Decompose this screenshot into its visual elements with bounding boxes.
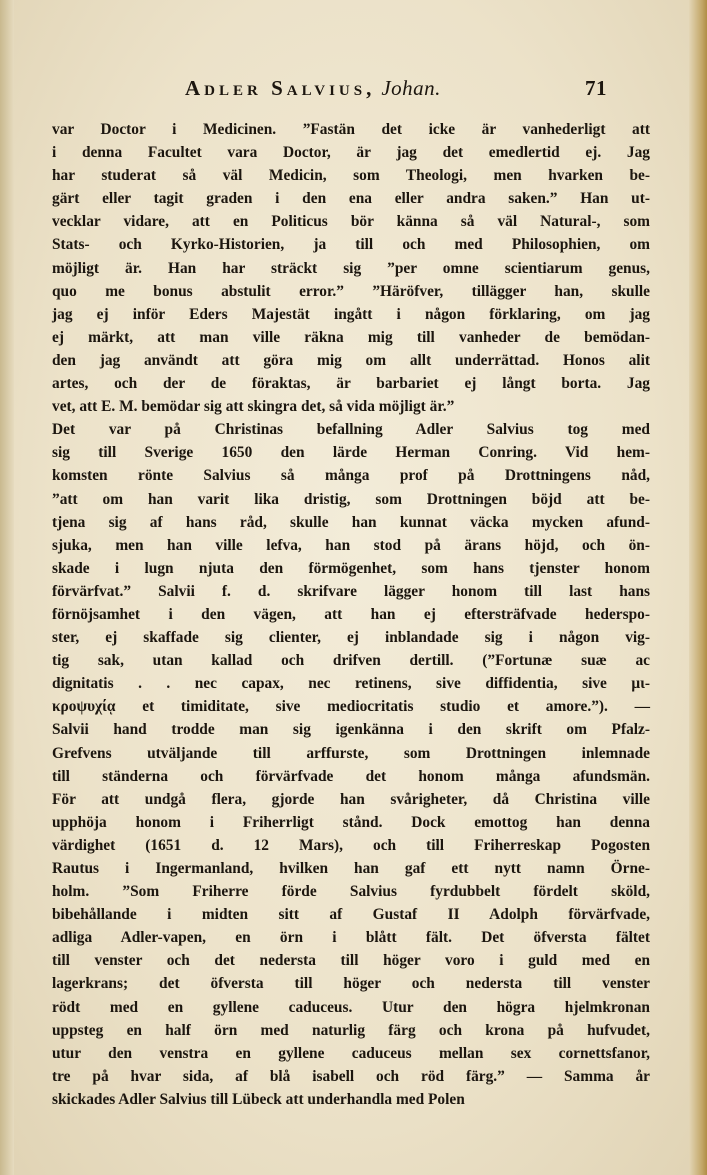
text-line: till venster och det nedersta till höger voro i guld med en: [52, 952, 650, 970]
text-line: artes, och der de föraktas, är barbariet ej långt borta. Jag: [52, 375, 650, 393]
text-line: upphöja honom i Friherrligt stånd. Dock emottog han denna: [52, 813, 650, 831]
text-line: uppsteg en half örn med naturlig färg och krona på hufvudet,: [52, 1021, 650, 1039]
text-line: värdighet (1651 d. 12 Mars), och till Friherreskap Pogosten: [52, 836, 650, 854]
page-left-edge: [0, 0, 14, 1175]
text-line: gärt eller tagit graden i den ena eller andra saken.” Han ut-: [52, 190, 650, 208]
text-line: ej märkt, att man ville räkna mig till vanheder de bemödan-: [52, 328, 650, 346]
text-line: ster, ej skaffade sig clienter, ej inblandade sig i någon vig-: [52, 629, 650, 647]
text-line: bibehållande i midten sitt af Gustaf II Adolph förvärfvade,: [52, 906, 650, 924]
text-line: i denna Facultet vara Doctor, är jag det emedlertid ej. Jag: [52, 144, 650, 162]
text-line: skade i lugn njuta den förmögenhet, som hans tjenster honom: [52, 559, 650, 577]
running-header: [185, 76, 605, 101]
text-line: ”att om han varit lika dristig, som Drottningen böjd att be-: [52, 490, 650, 508]
text-line: adliga Adler-vapen, en örn i blått fält. Det öfversta fältet: [52, 929, 650, 947]
running-head-name: Adler Salvius,: [185, 76, 376, 100]
text-line: vecklar vidare, att en Politicus bör känna så väl Natural-, som: [52, 213, 650, 231]
text-line: till ständerna och förvärfvade det honom många afundsmän.: [52, 767, 650, 785]
text-line: vet, att E. M. bemödar sig att skingra det, så vida möjligt är.”: [52, 398, 455, 416]
text-line: holm. ”Som Friherre förde Salvius fyrdubbelt fördelt sköld,: [52, 883, 650, 901]
text-line: Grefvens utväljande till arffurste, som Drottningen inlemnade: [52, 744, 650, 762]
text-line: har studerat så väl Medicin, som Theologi, men hvarken be-: [52, 167, 650, 185]
text-line: utur den venstra en gyllene caduceus mellan sex cornettsfanor,: [52, 1044, 650, 1062]
text-line: Det var på Christinas befallning Adler Salvius tog med: [52, 421, 650, 439]
text-line: quo me bonus abstulit error.” ”Häröfver, tillägger han, skulle: [52, 282, 650, 300]
text-line: För att undgå flera, gjorde han svårigheter, då Christina ville: [52, 790, 650, 808]
text-line: var Doctor i Medicinen. ”Fastän det icke är vanhederligt att: [52, 121, 650, 138]
text-line: sjuka, men han ville lefva, han stod på ärans höjd, och ön-: [52, 536, 650, 554]
text-line: Salvii hand trodde man sig igenkänna i den skrift om Pfalz-: [52, 721, 650, 739]
page-number: 71: [585, 76, 607, 100]
text-line: κροψυχίᾳ et timiditate, sive mediocritatis studio et amore.”). —: [52, 698, 650, 716]
text-line: förnöjsamhet i den vägen, att han ej eftersträfvade hederspo-: [52, 605, 650, 623]
text-line: tre på hvar sida, af blå isabell och röd färg.” — Samma år: [52, 1067, 650, 1085]
body-text: [52, 118, 650, 1111]
text-line: jag ej inför Eders Majestät ingått i någon förklaring, om jag: [52, 305, 650, 323]
page-right-edge: [689, 0, 707, 1175]
text-line: lagerkrans; det öfversta till höger och nedersta till venster: [52, 975, 650, 993]
text-line: Stats- och Kyrko-Historien, ja till och med Philosophien, om: [52, 236, 650, 254]
text-line: tjena sig af hans råd, skulle han kunnat väcka mycken afund-: [52, 513, 650, 531]
text-line: rödt med en gyllene caduceus. Utur den högra hjelmkronan: [52, 998, 650, 1016]
text-line: tig sak, utan kallad och drifven dertill. (”Fortunæ suæ ac: [52, 652, 650, 670]
text-line: skickades Adler Salvius till Lübeck att underhandla med Polen: [52, 1090, 465, 1108]
running-head-italic: Johan.: [381, 76, 441, 100]
text-line: komsten rönte Salvius så många prof på Drottningens nåd,: [52, 467, 650, 485]
text-line: den jag användt att göra mig om allt underrättad. Honos alit: [52, 351, 650, 369]
text-line: dignitatis . . nec capax, nec retinens, sive diffidentia, sive μι-: [52, 675, 650, 693]
text-line: Rautus i Ingermanland, hvilken han gaf ett nytt namn Örne-: [52, 860, 650, 877]
text-line: möjligt är. Han har sträckt sig ”per omne scientiarum genus,: [52, 259, 650, 277]
text-line: förvärfvat.” Salvii f. d. skrifvare lägger honom till last hans: [52, 582, 650, 600]
text-line: sig till Sverige 1650 den lärde Herman Conring. Vid hem-: [52, 444, 650, 462]
